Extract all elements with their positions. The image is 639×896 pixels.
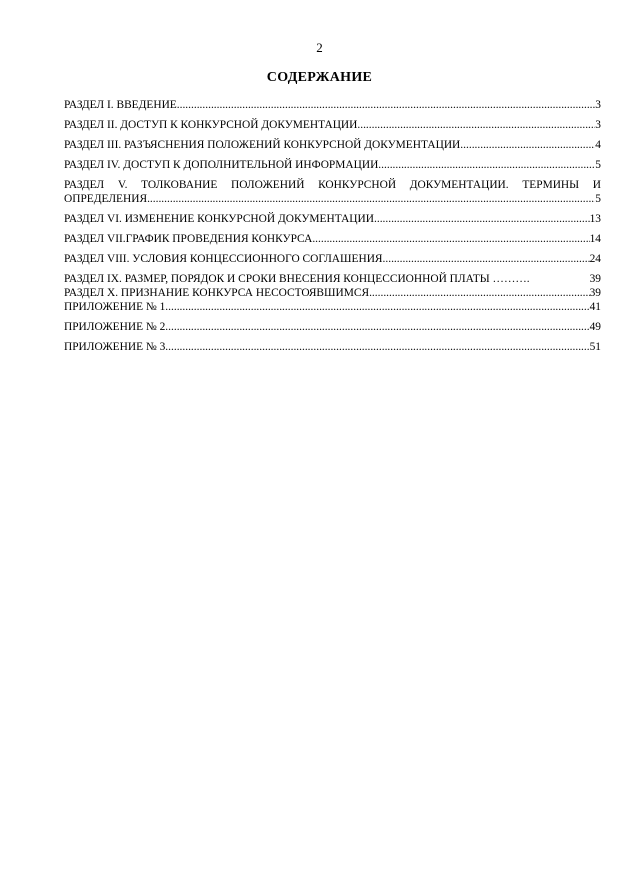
dot-leader bbox=[147, 192, 595, 206]
toc-entry-page: 14 bbox=[589, 233, 601, 245]
toc-entry-title-continued: ОПРЕДЕЛЕНИЯ bbox=[64, 193, 148, 205]
toc-entry-title: РАЗДЕЛ III. РАЗЪЯСНЕНИЯ ПОЛОЖЕНИЙ КОНКУРСНОЙ ДОКУМЕНТАЦИИ bbox=[64, 139, 461, 151]
toc-entry-title: РАЗДЕЛ VII.ГРАФИК ПРОВЕДЕНИЯ КОНКУРСА bbox=[64, 233, 313, 245]
toc-entry-appendix-2[interactable] bbox=[64, 320, 601, 334]
dot-leader bbox=[369, 286, 590, 300]
toc-entry-page: 3 bbox=[595, 119, 601, 131]
toc-entry-section-8[interactable] bbox=[64, 252, 601, 266]
toc-entry-section-1[interactable] bbox=[64, 98, 601, 112]
toc-entry-section-6[interactable] bbox=[64, 212, 601, 226]
toc-entry-section-2[interactable] bbox=[64, 118, 601, 132]
toc-entry-title: РАЗДЕЛ VIII. УСЛОВИЯ КОНЦЕССИОННОГО СОГЛАШЕНИЯ bbox=[64, 253, 383, 265]
toc-entry-section-4[interactable] bbox=[64, 158, 601, 172]
toc-entry-page: 49 bbox=[589, 321, 601, 333]
dot-leader bbox=[312, 232, 589, 246]
dot-leader bbox=[460, 138, 595, 152]
page-number: 2 bbox=[316, 40, 323, 55]
toc-entry-page: 39 bbox=[589, 287, 601, 299]
page-title: СОДЕРЖАНИЕ bbox=[266, 70, 373, 85]
toc-entry-page: 24 bbox=[589, 253, 601, 265]
toc-entry-title: РАЗДЕЛ I. ВВЕДЕНИЕ bbox=[64, 99, 177, 111]
toc-entry-page: 39 bbox=[589, 273, 601, 285]
toc-entry-section-7[interactable] bbox=[64, 232, 601, 246]
toc-entry-section-9[interactable] bbox=[64, 272, 601, 286]
table-of-contents bbox=[64, 98, 601, 354]
dot-leader bbox=[165, 340, 589, 354]
dot-leader bbox=[383, 252, 590, 266]
dot-leader bbox=[177, 98, 596, 112]
toc-entry-page: 41 bbox=[589, 301, 601, 313]
dot-leader bbox=[357, 118, 595, 132]
dot-leader bbox=[165, 320, 589, 334]
toc-entry-page: 13 bbox=[589, 213, 601, 225]
toc-entry-section-10[interactable] bbox=[64, 286, 601, 300]
toc-entry-title: РАЗДЕЛ II. ДОСТУП К КОНКУРСНОЙ ДОКУМЕНТАЦИИ bbox=[64, 119, 358, 131]
toc-entry-page: 5 bbox=[595, 159, 601, 171]
toc-entry-title: РАЗДЕЛ V. ТОЛКОВАНИЕ ПОЛОЖЕНИЙ КОНКУРСНОЙ ДОКУМЕНТАЦИИ. ТЕРМИНЫ И bbox=[64, 179, 601, 191]
toc-entry-title: ПРИЛОЖЕНИЕ № 2 bbox=[64, 321, 166, 333]
toc-entry-appendix-1[interactable] bbox=[64, 300, 601, 314]
dot-leader bbox=[378, 158, 595, 172]
toc-entry-appendix-3[interactable] bbox=[64, 340, 601, 354]
toc-entry-page: 51 bbox=[589, 341, 601, 353]
toc-entry-section-3[interactable] bbox=[64, 138, 601, 152]
toc-entry-title: РАЗДЕЛ IX. РАЗМЕР, ПОРЯДОК И СРОКИ ВНЕСЕНИЯ КОНЦЕССИОННОЙ ПЛАТЫ ………. bbox=[64, 273, 530, 285]
dot-leader bbox=[165, 300, 589, 314]
toc-entry-page: 4 bbox=[595, 139, 601, 151]
toc-entry-title: ПРИЛОЖЕНИЕ № 3 bbox=[64, 341, 166, 353]
toc-entry-section-5[interactable] bbox=[64, 178, 601, 206]
toc-entry-title: РАЗДЕЛ VI. ИЗМЕНЕНИЕ КОНКУРСНОЙ ДОКУМЕНТАЦИИ bbox=[64, 213, 374, 225]
toc-entry-page: 5 bbox=[595, 193, 601, 205]
toc-entry-title: РАЗДЕЛ X. ПРИЗНАНИЕ КОНКУРСА НЕСОСТОЯВШИМСЯ bbox=[64, 287, 370, 299]
toc-entry-title: ПРИЛОЖЕНИЕ № 1 bbox=[64, 301, 166, 313]
toc-entry-page: 3 bbox=[595, 99, 601, 111]
dot-leader bbox=[374, 212, 590, 226]
toc-entry-title: РАЗДЕЛ IV. ДОСТУП К ДОПОЛНИТЕЛЬНОЙ ИНФОРМАЦИИ bbox=[64, 159, 379, 171]
